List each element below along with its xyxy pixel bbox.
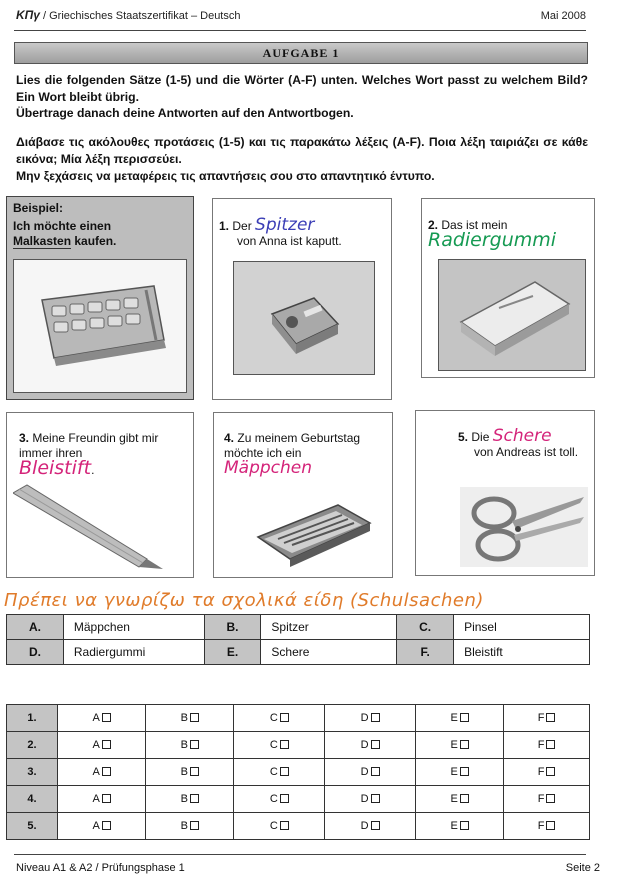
answer-option[interactable] <box>325 732 416 759</box>
item-5-post: von Andreas ist toll. <box>474 445 579 459</box>
answer-option[interactable] <box>146 705 234 732</box>
item-4-answer: Mäppchen <box>224 458 313 478</box>
sharpener-image <box>233 261 375 375</box>
checkbox-icon[interactable] <box>102 821 111 830</box>
example-sentence <box>13 219 116 249</box>
answer-row-number: 5. <box>7 813 58 840</box>
footer-divider <box>14 854 586 855</box>
answer-option-label: B <box>180 793 189 805</box>
word-option: Mäppchen <box>63 615 204 640</box>
eraser-image <box>438 259 586 371</box>
word-option: Radiergummi <box>63 640 204 665</box>
answer-option[interactable] <box>234 813 325 840</box>
item-4-number: 4. <box>224 431 235 445</box>
answer-option-label: E <box>450 766 458 778</box>
answer-option[interactable] <box>504 732 590 759</box>
item-card-2 <box>421 198 595 378</box>
answer-option[interactable] <box>504 759 590 786</box>
checkbox-icon[interactable] <box>190 713 199 722</box>
checkbox-icon[interactable] <box>460 821 469 830</box>
answer-option-label: F <box>537 820 545 832</box>
example-line-2: kaufen. <box>71 234 117 248</box>
word-option: Spitzer <box>261 615 397 640</box>
answer-option[interactable] <box>234 786 325 813</box>
answer-option-label: B <box>180 820 189 832</box>
answer-option-label: C <box>269 793 278 805</box>
item-1-sentence <box>219 215 342 249</box>
item-card-1 <box>212 198 392 400</box>
checkbox-icon[interactable] <box>190 794 199 803</box>
checkbox-icon[interactable] <box>460 767 469 776</box>
answer-option[interactable] <box>325 705 416 732</box>
item-5-sentence <box>458 426 579 460</box>
item-2-sentence <box>428 218 556 250</box>
answer-option-label: C <box>269 820 278 832</box>
item-3-sentence <box>19 431 185 478</box>
exam-title: Griechisches Staatszertifikat – Deutsch <box>49 10 241 22</box>
word-row <box>7 640 590 665</box>
item-3-answer: Bleistift <box>19 457 92 479</box>
example-label: Beispiel: <box>13 201 64 215</box>
brand-mark: ΚΠγ <box>16 8 40 22</box>
answer-option[interactable] <box>146 813 234 840</box>
example-line-1: Ich möchte einen <box>13 219 112 233</box>
example-word: Malkasten <box>13 234 72 248</box>
answer-option[interactable] <box>146 732 234 759</box>
handwritten-note: Πρέπει να γνωρίζω τα σχολικά είδη (Schulsachen) <box>4 590 484 611</box>
answer-option-label: A <box>92 739 100 751</box>
answer-option-label: F <box>537 712 545 724</box>
item-5-answer: Schere <box>492 426 552 446</box>
item-1-post: von Anna ist kaputt. <box>237 234 342 248</box>
checkbox-icon[interactable] <box>546 794 555 803</box>
item-3-pre: Meine Freundin gibt mir immer ihren <box>19 431 159 460</box>
answer-option-label: A <box>92 793 100 805</box>
header-date: Mai 2008 <box>540 10 586 22</box>
answer-row <box>7 759 590 786</box>
checkbox-icon[interactable] <box>190 767 199 776</box>
answer-option[interactable] <box>58 813 146 840</box>
answer-option-label: D <box>360 793 369 805</box>
checkbox-icon[interactable] <box>280 794 289 803</box>
pencil-image <box>13 483 177 571</box>
pencil-case-image <box>248 487 378 571</box>
checkbox-icon[interactable] <box>546 767 555 776</box>
answer-option[interactable] <box>325 813 416 840</box>
checkbox-icon[interactable] <box>280 767 289 776</box>
checkbox-icon[interactable] <box>190 740 199 749</box>
answer-option[interactable] <box>234 705 325 732</box>
checkbox-icon[interactable] <box>546 740 555 749</box>
item-3-post: . <box>91 463 95 477</box>
answer-option[interactable] <box>416 786 504 813</box>
header-title: ΚΠγ / Griechisches Staatszertifikat – Deutsch <box>16 8 241 22</box>
item-2-pre: Das ist mein <box>441 218 508 232</box>
checkbox-icon[interactable] <box>371 713 380 722</box>
word-option: Pinsel <box>454 615 590 640</box>
word-letter: B. <box>204 615 261 640</box>
item-5-pre: Die <box>471 430 490 444</box>
item-2-answer: Radiergummi <box>428 229 557 251</box>
answer-option-label: D <box>360 739 369 751</box>
answer-option[interactable] <box>58 705 146 732</box>
checkbox-icon[interactable] <box>280 821 289 830</box>
checkbox-icon[interactable] <box>280 713 289 722</box>
checkbox-icon[interactable] <box>546 713 555 722</box>
answer-option-label: B <box>180 739 189 751</box>
answer-option-label: B <box>180 712 189 724</box>
item-4-pre: Zu meinem Geburtstag möchte ich ein <box>224 431 361 460</box>
answer-option[interactable] <box>325 759 416 786</box>
paint-box-image <box>13 259 187 393</box>
checkbox-icon[interactable] <box>102 713 111 722</box>
checkbox-icon[interactable] <box>190 821 199 830</box>
item-card-5 <box>415 410 595 576</box>
item-3-number: 3. <box>19 431 30 445</box>
answer-row <box>7 786 590 813</box>
answer-option[interactable] <box>504 786 590 813</box>
answer-option-label: D <box>360 712 369 724</box>
answer-option[interactable] <box>416 732 504 759</box>
answer-option[interactable] <box>234 759 325 786</box>
header-divider <box>14 30 586 31</box>
checkbox-icon[interactable] <box>102 740 111 749</box>
item-1-number: 1. <box>219 219 230 233</box>
checkbox-icon[interactable] <box>460 740 469 749</box>
checkbox-icon[interactable] <box>371 740 380 749</box>
checkbox-icon[interactable] <box>546 821 555 830</box>
answer-option[interactable] <box>416 759 504 786</box>
checkbox-icon[interactable] <box>460 713 469 722</box>
word-row <box>7 615 590 640</box>
checkbox-icon[interactable] <box>280 740 289 749</box>
answer-option[interactable] <box>58 759 146 786</box>
answer-option-label: E <box>450 793 458 805</box>
answer-row <box>7 705 590 732</box>
item-card-4 <box>213 412 393 578</box>
instruction-gr-1: Διάβασε τις ακόλουθες προτάσεις (1-5) και τις παρακάτω λέξεις (A-F). Ποια λέξη ταιριάζει σε κάθε εικόνα; Μία λέξη περισσεύει. <box>16 135 588 166</box>
answer-option-label: F <box>537 766 545 778</box>
item-5-number: 5. <box>458 430 469 444</box>
word-letter: E. <box>204 640 261 665</box>
answer-option[interactable] <box>416 813 504 840</box>
answer-row <box>7 813 590 840</box>
checkbox-icon[interactable] <box>371 821 380 830</box>
answer-option[interactable] <box>234 732 325 759</box>
task-title: AUFGABE 1 <box>14 42 588 64</box>
answer-option[interactable] <box>325 786 416 813</box>
checkbox-icon[interactable] <box>371 767 380 776</box>
answer-row-number: 3. <box>7 759 58 786</box>
footer-level: Niveau A1 & A2 / Prüfungsphase 1 <box>16 862 185 874</box>
answer-option-label: A <box>92 820 100 832</box>
answer-option[interactable] <box>58 732 146 759</box>
answer-row <box>7 732 590 759</box>
answer-option-label: A <box>92 766 100 778</box>
answer-option-label: C <box>269 766 278 778</box>
answer-option-label: C <box>269 739 278 751</box>
word-letter: A. <box>7 615 64 640</box>
item-1-pre: Der <box>232 219 252 233</box>
item-4-sentence <box>224 431 388 477</box>
answer-option[interactable] <box>504 705 590 732</box>
checkbox-icon[interactable] <box>102 767 111 776</box>
word-option: Bleistift <box>454 640 590 665</box>
instruction-gr-2: Μην ξεχάσεις να μεταφέρεις τις απαντήσεις σου στο απαντητικό έντυπο. <box>16 169 435 183</box>
answer-option-label: D <box>360 766 369 778</box>
answer-option-label: F <box>537 739 545 751</box>
answer-option-label: E <box>450 820 458 832</box>
answer-option-label: A <box>92 712 100 724</box>
checkbox-icon[interactable] <box>102 794 111 803</box>
item-2-number: 2. <box>428 218 439 232</box>
word-list-table <box>6 614 590 665</box>
answer-option-label: E <box>450 712 458 724</box>
example-card <box>6 196 194 400</box>
answer-option[interactable] <box>416 705 504 732</box>
word-letter: D. <box>7 640 64 665</box>
answer-option-label: E <box>450 739 458 751</box>
word-letter: F. <box>397 640 454 665</box>
answer-option-label: F <box>537 793 545 805</box>
word-option: Schere <box>261 640 397 665</box>
item-card-3 <box>6 412 194 578</box>
answer-option[interactable] <box>146 786 234 813</box>
answer-option-label: B <box>180 766 189 778</box>
answer-option[interactable] <box>504 813 590 840</box>
checkbox-icon[interactable] <box>460 794 469 803</box>
answer-option[interactable] <box>58 786 146 813</box>
answer-row-number: 1. <box>7 705 58 732</box>
instruction-de-1: Lies die folgenden Sätze (1-5) und die Wörter (A-F) unten. Welches Wort passt zu welchem Bild? Ein Wort bleibt übrig. <box>16 73 588 104</box>
answer-sheet-table <box>6 704 590 840</box>
instruction-de-2: Übertrage danach deine Antworten auf den Antwortbogen. <box>16 106 354 120</box>
word-letter: C. <box>397 615 454 640</box>
answer-option-label: C <box>269 712 278 724</box>
item-1-answer: Spitzer <box>255 215 315 235</box>
answer-row-number: 2. <box>7 732 58 759</box>
answer-option[interactable] <box>146 759 234 786</box>
scissors-image <box>460 487 588 567</box>
answer-row-number: 4. <box>7 786 58 813</box>
footer-page: Seite 2 <box>565 862 600 874</box>
answer-option-label: D <box>360 820 369 832</box>
checkbox-icon[interactable] <box>371 794 380 803</box>
